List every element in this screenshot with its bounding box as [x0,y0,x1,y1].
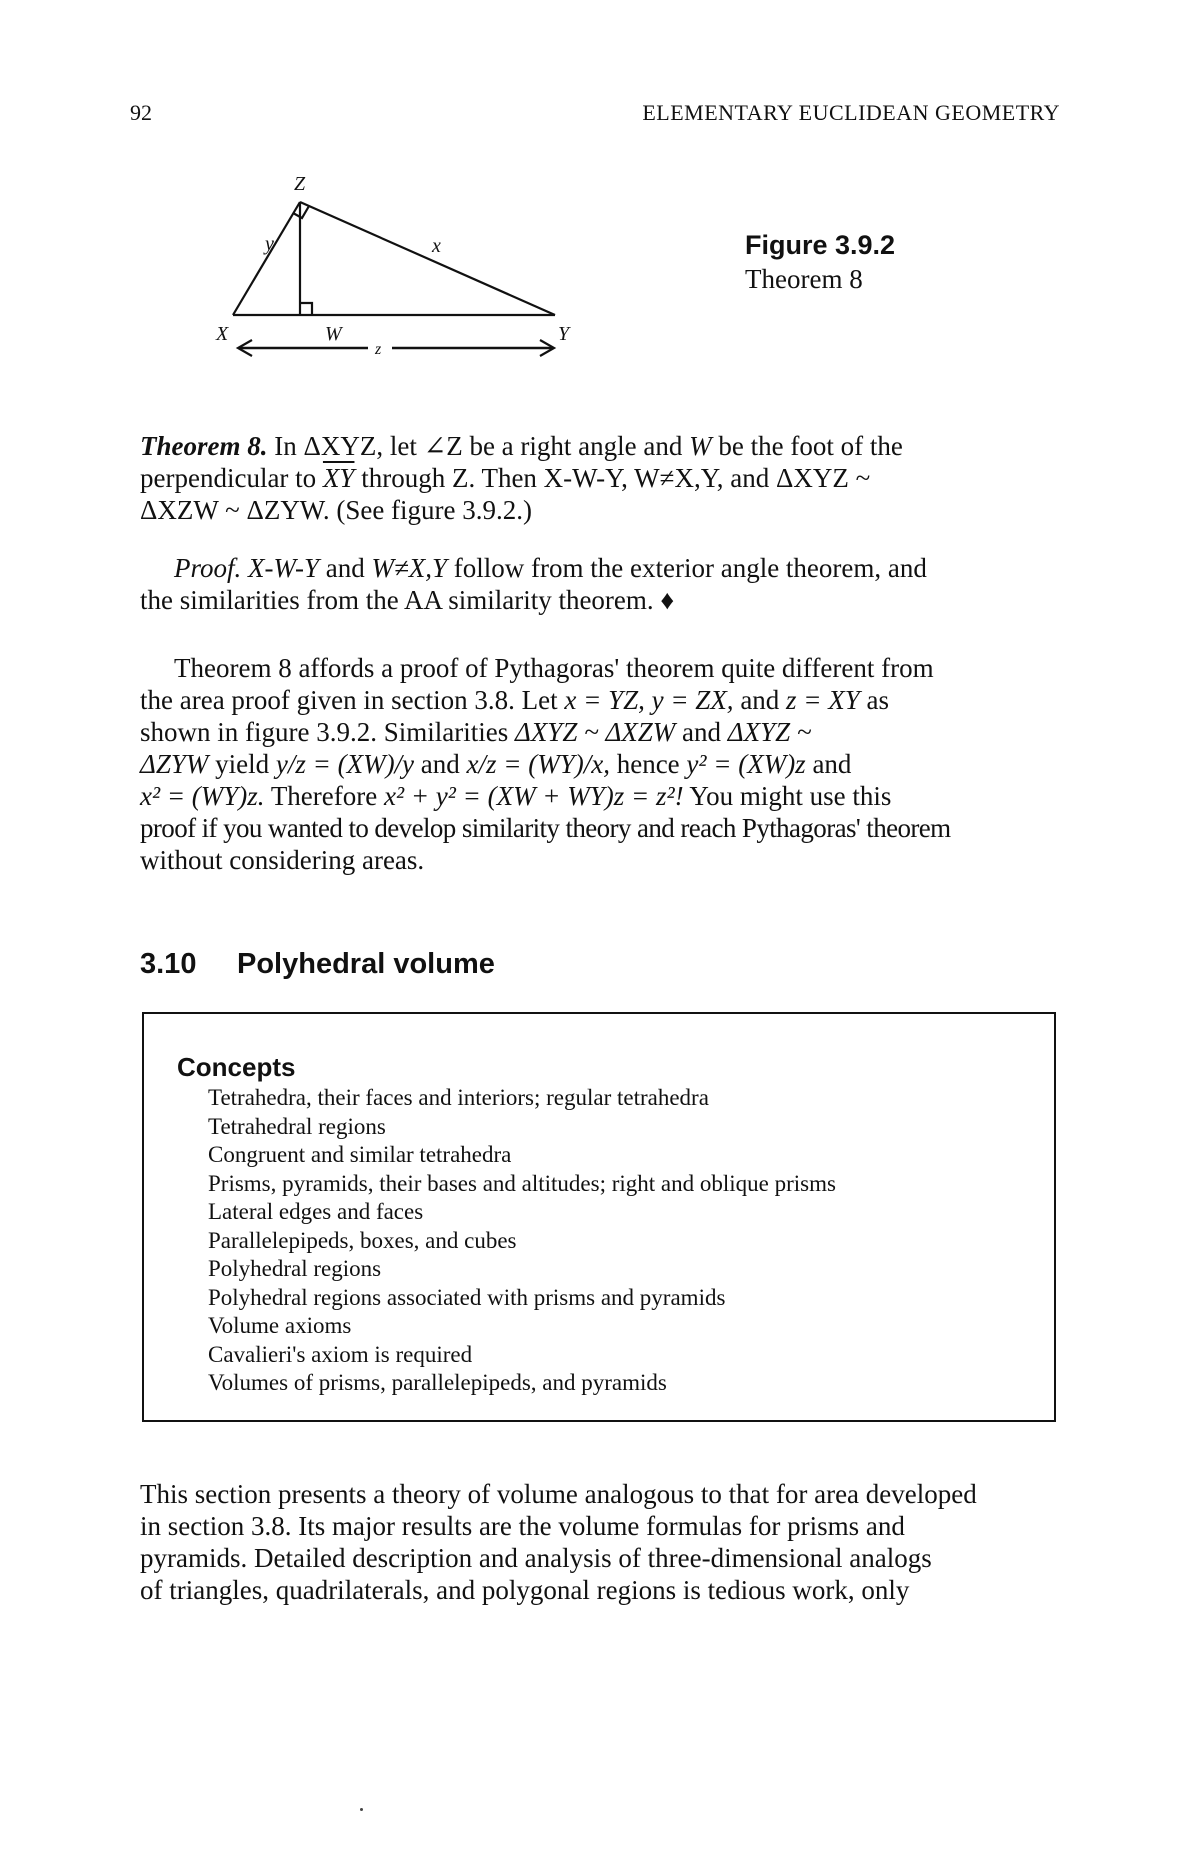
figure-caption [745,228,895,296]
body-line-4: ΔZYW yield y/z = (XW)/y and x/z = (WY)/x, hence y² = (XW)z and [140,749,852,779]
list-item: Volumes of prisms, parallelepipeds, and pyramids [208,1370,667,1395]
running-title: ELEMENTARY EUCLIDEAN GEOMETRY [642,100,1060,125]
proof-paragraph [140,552,1060,616]
side-zy [300,202,555,315]
body-line-3: shown in figure 3.9.2. Similarities ΔXYZ ~ ΔXZW and ΔXYZ ~ [140,717,812,747]
label-side-x: x [432,235,441,257]
body-paragraph [140,652,1060,876]
closing-paragraph [140,1478,1060,1606]
list-item: Polyhedral regions [208,1256,382,1281]
theorem-name: Theorem 8. [140,431,268,461]
list-item: Volume axioms [208,1313,352,1338]
side-xz [233,202,300,315]
label-z-vertex: Z [294,173,306,195]
theorem-statement [140,430,1060,526]
proof-line-1: Proof. X-W-Y and W≠X,Y follow from the exterior angle theorem, and [174,553,927,583]
concepts-list [208,1084,836,1398]
theorem-line-1: Theorem 8. In ΔXYZ, let ∠Z be a right angle and W be the foot of the [140,431,903,461]
section-number: 3.10 [140,948,197,980]
closing-line-4: of triangles, quadrilaterals, and polygonal regions is tedious work, only [140,1575,910,1605]
theorem-line-3: ΔXZW ~ ΔZYW. (See figure 3.9.2.) [140,495,533,525]
triangle-diagram [200,160,620,390]
list-item: Polyhedral regions associated with prisms and pyramids [208,1284,726,1310]
list-item: Cavalieri's axiom is required [208,1341,473,1367]
triangle-figure [200,160,620,390]
proof-line-2: the similarities from the AA similarity theorem. ♦ [140,585,675,615]
list-item: Prisms, pyramids, their bases and altitudes; right and oblique prisms [208,1170,836,1196]
section-title-text: Polyhedral volume [237,948,495,980]
theorem-line-2: perpendicular to $\overline{XY}$ through Z. Then X-W-Y, W≠X,Y, and ΔXYZ ~ [140,463,871,493]
body-line-2: the area proof given in section 3.8. Let x = YZ, y = ZX, and z = XY as [140,685,890,715]
closing-line-2: in section 3.8. Its major results are the volume formulas for prisms and [140,1511,905,1541]
section-heading [140,948,495,981]
list-item: Lateral edges and faces [208,1199,424,1224]
label-x-vertex: X [216,323,229,345]
body-line-1: Theorem 8 affords a proof of Pythagoras' theorem quite different from [174,653,934,683]
list-item: Tetrahedra, their faces and interiors; regular tetrahedra [208,1085,709,1110]
concepts-heading: Concepts [177,1052,296,1082]
closing-line-1: This section presents a theory of volume analogous to that for area developed [140,1479,977,1509]
figure-label: Figure 3.9.2 [745,230,896,260]
page-number: 92 [130,100,152,125]
concepts-box [142,1012,1056,1422]
label-y-vertex: Y [558,323,570,345]
body-line-5: x² = (WY)z. Therefore x² + y² = (XW + WY)z = z²! You might use this [140,781,892,811]
proof-label: Proof. [174,553,242,583]
figure-subtitle: Theorem 8 [745,264,863,294]
closing-line-3: pyramids. Detailed description and analysis of three-dimensional analogs [140,1543,932,1573]
list-item: Congruent and similar tetrahedra [208,1142,512,1167]
body-line-7: without considering areas. [140,845,425,875]
scan-speck [360,1808,363,1811]
list-item: Parallelepipeds, boxes, and cubes [208,1227,517,1253]
list-item: Tetrahedral regions [208,1113,386,1139]
right-angle-mark-w [300,303,312,315]
label-w-vertex: W [325,323,342,345]
label-side-y: y [265,233,274,255]
label-side-z: z [375,341,382,358]
body-line-6: proof if you wanted to develop similarity theory and reach Pythagoras' theorem [140,813,951,843]
